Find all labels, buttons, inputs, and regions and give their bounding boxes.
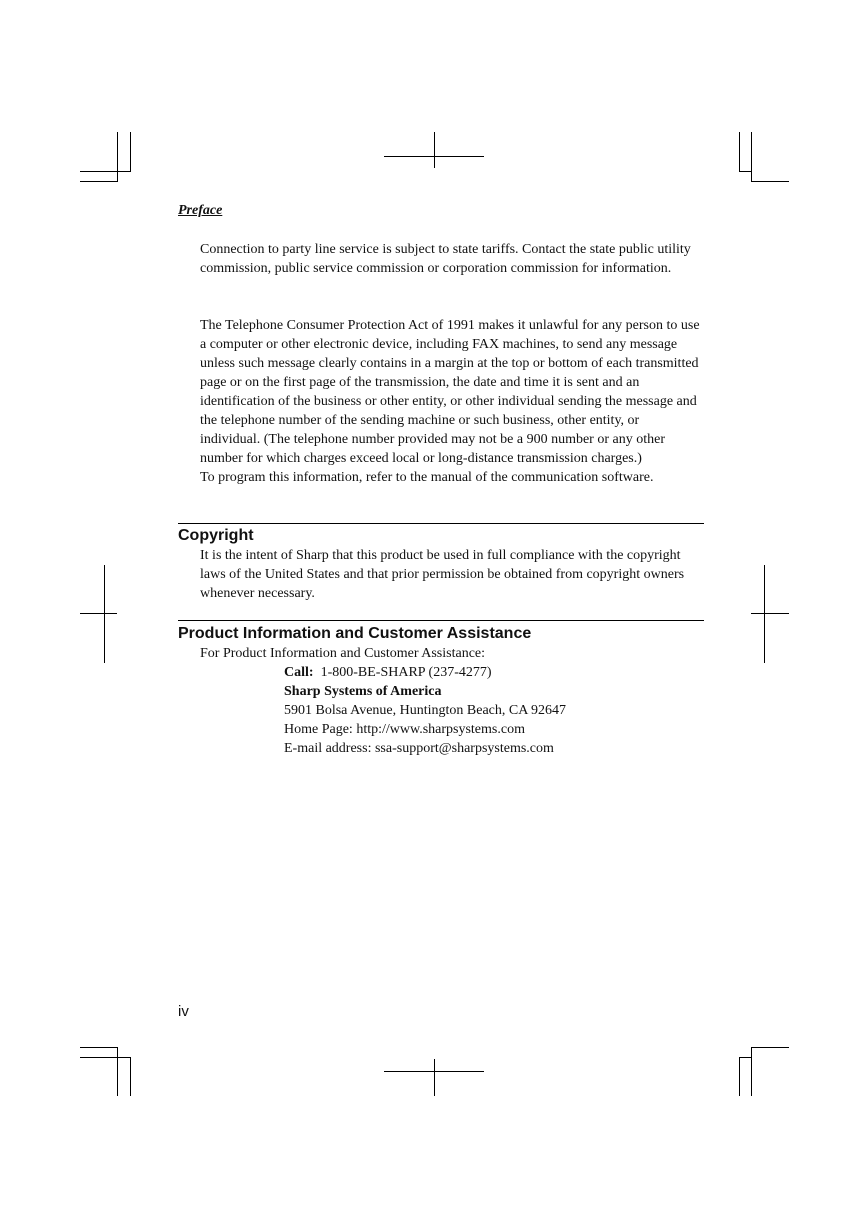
program-info-paragraph: To program this information, refer to the manual of the communication software.	[200, 470, 654, 485]
call-line	[284, 663, 566, 682]
section-header: Preface	[178, 203, 223, 218]
contact-block	[284, 663, 566, 758]
tcpa-block	[200, 316, 700, 487]
company-name: Sharp Systems of America	[284, 684, 442, 699]
copyright-paragraph: It is the intent of Sharp that this product be used in full compliance with the copyright laws of the United States and that prior permission be obtained from copyright owners whenever necessary.	[200, 548, 685, 601]
section-divider	[178, 620, 704, 621]
company-address: 5901 Bolsa Avenue, Huntington Beach, CA 92647	[284, 703, 567, 718]
email-line: E-mail address: ssa-support@sharpsystems.com	[284, 741, 554, 756]
page-number: iv	[178, 1003, 189, 1020]
tcpa-paragraph: The Telephone Consumer Protection Act of 1991 makes it unlawful for any person to use a computer or other electronic device, including FAX machines, to send any message unless such message clearly contains in a margin at the top or bottom of each transmitted page or on the first page of the transmission, the date and time it is sent and an identification of the business or other entity, or other individual sending the message and the telephone number of the sending machine or such business, other entity, or individual. (The telephone number provided may not be a 900 number or any other number for which charges exceed local or long-distance transmission charges.)	[200, 318, 700, 466]
product-info-heading: Product Information and Customer Assistance	[178, 625, 532, 642]
call-number: 1-800-BE-SHARP (237-4277)	[320, 665, 492, 680]
product-info-intro: For Product Information and Customer Assistance:	[200, 646, 486, 661]
copyright-heading: Copyright	[178, 527, 254, 544]
section-divider	[178, 523, 704, 524]
party-line-paragraph: Connection to party line service is subject to state tariffs. Contact the state public utility commission, public service commission or corporation commission for information.	[200, 242, 691, 276]
call-label: Call:	[284, 665, 314, 680]
home-page-line: Home Page: http://www.sharpsystems.com	[284, 722, 525, 737]
